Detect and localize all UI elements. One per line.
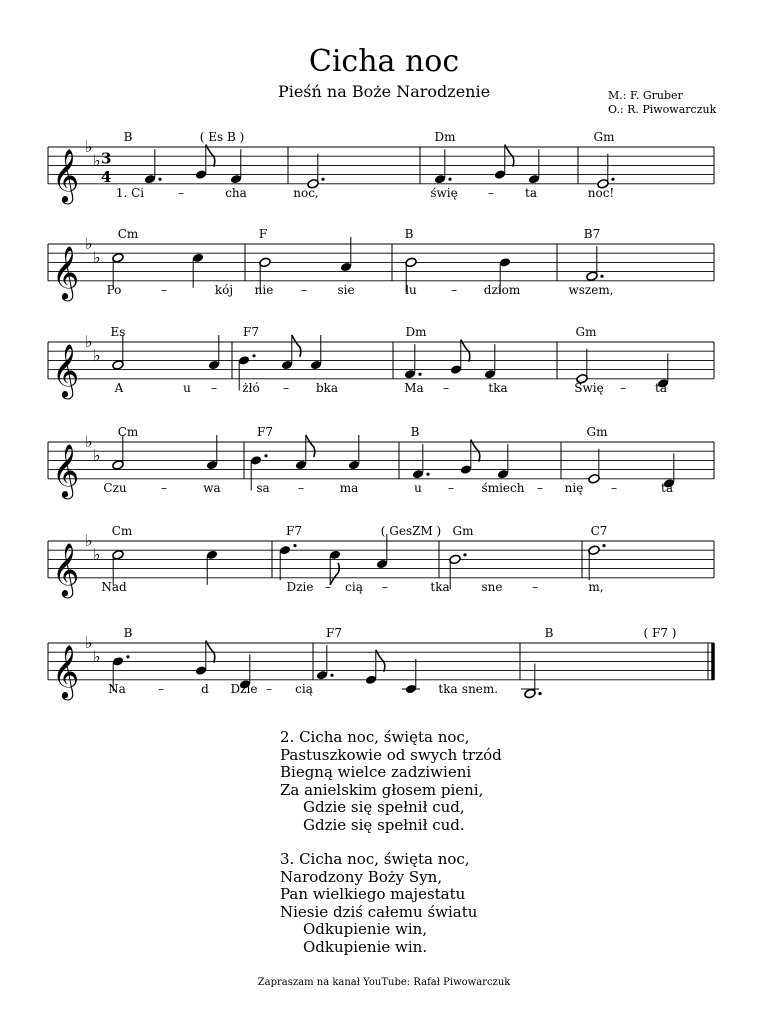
chord-symbol: ( Es B ) [199,130,245,144]
song-subtitle: Pieśń na Boże Narodzenie [277,82,491,101]
music-system-1 [0,130,768,220]
chord-symbol: Cm [117,425,139,439]
flat-icon: ♭ [93,646,101,666]
treble-clef-icon: 𝄞 [52,541,80,596]
treble-clef-icon: 𝄞 [52,244,80,299]
staff [0,130,768,220]
flat-icon: ♭ [93,345,101,365]
lyric-syllable: – [532,580,538,594]
treble-clef-icon: 𝄞 [52,147,80,202]
note [316,645,334,680]
lyric-syllable: – [283,381,289,395]
chord-symbol: ( GesZM ) [380,524,442,538]
note [112,335,124,370]
dot [600,275,603,278]
flat-icon: ♭ [93,150,101,170]
flat-icon: ♭ [93,544,101,564]
dot [448,178,451,181]
flag [505,145,514,167]
note [208,335,220,370]
verse-refrain-line: Odkupienie win. [303,937,428,956]
lyric-syllable: bka [315,381,339,395]
staff [0,425,768,515]
flat-icon: ♭ [93,247,101,267]
verse-2 [280,729,502,834]
lyric-syllable: tka [430,580,450,594]
lyric-syllable: cią [295,682,313,696]
note [376,534,388,569]
note [340,237,352,272]
chord-symbol: Gm [593,130,615,144]
flat-icon: ♭ [85,531,93,550]
chord-symbol: B [123,626,133,640]
lyricist-credit: O.: R. Piwowarczuk [608,103,717,116]
note [497,444,509,479]
verse-refrain-line: Gdzie się spełnił cud. [303,815,465,834]
verse-line: 3. Cicha noc, święta noc, [280,850,470,868]
lyric-syllable: – [611,481,617,495]
lyric-syllable: lu [405,283,417,297]
note [412,444,430,479]
chord-symbol: Dm [434,130,456,144]
verse-line: Pastuszkowie od swych trzód [280,745,502,764]
flag [461,340,470,362]
lyric-syllable: – [301,283,307,297]
note [144,149,162,184]
flag [292,335,301,357]
lyric-syllable: 1. Ci [115,186,145,200]
verse-3 [280,851,502,956]
lyric-syllable: – [211,381,217,395]
chord-symbol: B7 [583,227,601,241]
lyric-syllable: tka [488,381,508,395]
dot [426,473,429,476]
chord-symbol: B [404,227,414,241]
lyric-syllable: wa [203,481,221,495]
note [521,664,542,699]
flat-icon: ♭ [85,633,93,652]
lyric-syllable: cią [345,580,363,594]
music-system-3 [0,325,768,415]
chord-symbol: Es [110,325,126,339]
flag [206,145,215,167]
flat-icon: ♭ [85,137,93,156]
chord-symbol: ( F7 ) [643,626,677,640]
verse-line: 2. Cicha noc, święta noc, [280,728,470,746]
verse-refrain-line: Odkupienie win, [303,920,428,938]
lyric-syllable: dziom [483,283,521,297]
dot [126,655,129,658]
lyric-syllable: sne [481,580,503,594]
dot [158,178,161,181]
lyric-syllable: – [382,580,388,594]
song-title: Cicha noc [308,44,460,79]
lyric-syllable: d [201,682,209,696]
lyric-syllable: m, [588,580,604,594]
note [279,544,297,580]
note [404,344,422,379]
dot [418,373,421,376]
dot [602,544,605,547]
note [348,435,360,470]
lyric-syllable: sa [256,481,270,495]
lyric-syllable: Ma [404,381,424,395]
chord-symbol: Gm [586,425,608,439]
chord-symbol: C7 [590,524,608,538]
flat-icon: ♭ [85,332,93,351]
dot [463,553,466,556]
lyric-syllable: – [410,682,416,696]
flag [306,435,315,457]
music-system-6 [0,626,768,716]
treble-clef-icon: 𝄞 [52,342,80,397]
chord-symbol: Gm [575,325,597,339]
lyric-syllable: noc, [293,186,319,200]
note [192,253,204,288]
verse-refrain-line: Gdzie się spełnił cud, [303,798,465,816]
note [310,335,322,370]
flat-icon: ♭ [85,432,93,451]
lyric-syllable: nie [254,283,274,297]
chord-symbol: F7 [243,325,259,339]
chord-symbol: F [258,227,268,241]
lyric-syllable: Świę [574,381,604,395]
lyric-syllable: – [325,580,331,594]
lyric-syllable: śmiech [481,481,525,495]
lyric-syllable: – [488,186,494,200]
chord-symbol: Gm [452,524,474,538]
note [206,435,218,470]
music-system-5 [0,524,768,614]
lyric-syllable: A [114,381,124,395]
flag [206,641,215,663]
time-signature-bottom: 4 [101,167,112,186]
note [206,550,218,585]
chord-symbol: B [123,130,133,144]
lyric-syllable: – [178,186,184,200]
chord-symbol: B [544,626,554,640]
lyric-syllable: Na [108,682,126,696]
lyric-syllable: – [298,481,304,495]
verse-line: Niesie dziś całemu światu [280,902,478,921]
lyric-syllable: – [620,381,626,395]
dot [264,454,267,457]
note [295,435,315,470]
chord-symbol: F7 [326,626,342,640]
verse-line: Biegną wielce zadziwieni [280,763,472,781]
flat-icon: ♭ [93,445,101,465]
lyric-syllable: tka [438,682,458,696]
lyric-syllable: u [414,481,422,495]
lyric-syllable: – [451,283,457,297]
composer-credit: M.: F. Gruber [608,89,683,102]
additional-verses [280,729,502,973]
lyric-syllable: cha [225,186,247,200]
footer-note: Zapraszam na kanał YouTube: Rafał Piwowarczuk [257,977,511,988]
flat-icon: ♭ [85,234,93,253]
note [588,544,606,580]
dot [293,544,296,547]
lyric-syllable: wszem, [568,283,614,297]
dot [252,354,255,357]
note [112,435,124,470]
note [449,553,467,589]
lyric-syllable: ta [661,481,673,495]
dot [538,692,541,695]
note [434,149,452,184]
verse-line: Pan wielkiego majestatu [280,885,466,903]
verse-line: Narodzony Boży Syn, [280,867,443,886]
dot [611,178,614,181]
chord-symbol: Cm [117,227,139,241]
note [281,335,301,370]
lyric-syllable: – [443,381,449,395]
lyric-syllable: żłó [242,381,260,395]
chord-symbol: F7 [257,425,273,439]
verse-line: Za anielskim głosem pieni, [280,780,484,799]
lyric-syllable: – [158,682,164,696]
note [576,349,588,384]
staff [0,227,768,317]
flag [376,650,385,672]
lyric-syllable: Po [106,283,122,297]
lyric-syllable: u [183,381,191,395]
lyric-syllable: snem. [461,682,499,696]
lyric-syllable: Nad [101,580,127,594]
music-system-4 [0,425,768,515]
flag [330,563,339,585]
lyric-syllable: Dzie [230,682,258,696]
chord-symbol: Dm [405,325,427,339]
lyric-syllable: kój [214,283,234,297]
lyric-syllable: świę [430,186,458,200]
note [230,149,242,184]
treble-clef-icon: 𝄞 [52,442,80,497]
note [528,149,540,184]
treble-clef-icon: 𝄞 [52,643,80,698]
chord-symbol: F7 [286,524,302,538]
dot [321,178,324,181]
lyric-syllable: ta [655,381,667,395]
lyric-syllable: ta [525,186,537,200]
lyric-syllable: Czu [103,481,127,495]
music-system-2 [0,227,768,317]
lyric-syllable: – [537,481,543,495]
lyric-syllable: Dzie [286,580,314,594]
lyric-syllable: – [448,481,454,495]
time-signature-top: 3 [101,149,112,168]
lyric-syllable: – [161,283,167,297]
note [588,449,600,484]
note [484,344,496,379]
lyric-syllable: noc! [587,186,615,200]
dot [330,674,333,677]
lyric-syllable: – [161,481,167,495]
lyric-syllable: nię [564,481,584,495]
chord-symbol: B [410,425,420,439]
lyric-syllable: sie [337,283,355,297]
lyric-syllable: ma [339,481,359,495]
note [586,246,604,281]
flag [471,440,480,462]
lyric-syllable: – [266,682,272,696]
chord-symbol: Cm [111,524,133,538]
